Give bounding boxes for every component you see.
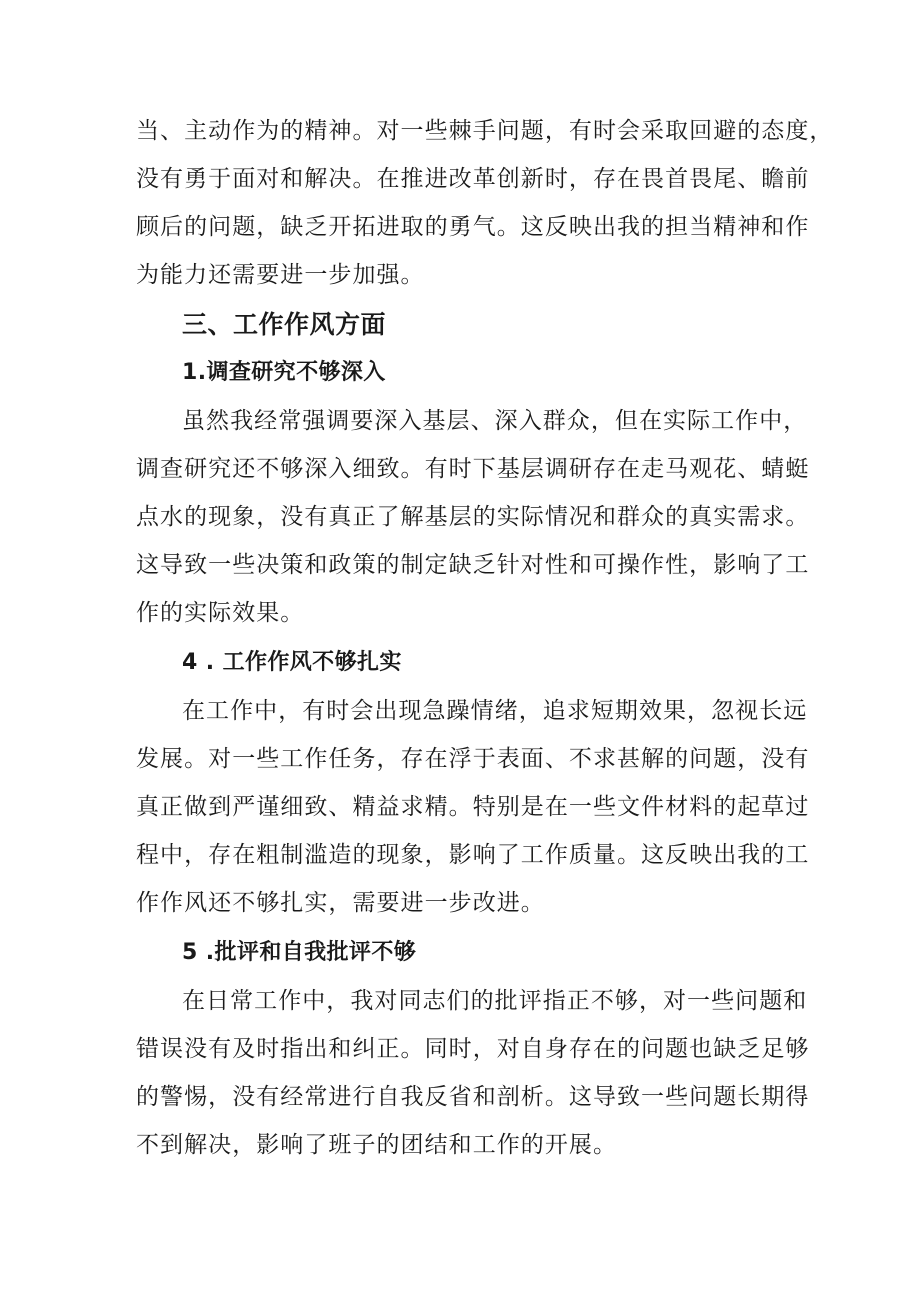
item-4-line-5: 作作风还不够扎实，需要进一步改进。 [136, 890, 545, 916]
section-3-title: 三、工作作风方面 [182, 310, 387, 339]
item-1-line-4: 这导致一些决策和政策的制定缺乏针对性和可操作性，影响了工 [136, 552, 810, 578]
para1-line-3: 顾后的问题，缺乏开拓进取的勇气。这反映出我的担当精神和作 [136, 214, 810, 240]
item-1-line-2: 调查研究还不够深入细致。有时下基层调研存在走马观花、蜻蜓 [136, 456, 810, 482]
item-1-heading: 1.调查研究不够深入 [182, 360, 386, 385]
item-5-line-1: 在日常工作中，我对同志们的批评指正不够，对一些问题和 [182, 988, 808, 1014]
item-1-line-1: 虽然我经常强调要深入基层、深入群众，但在实际工作中， [182, 408, 808, 434]
item-1-line-3: 点水的现象，没有真正了解基层的实际情况和群众的真实需求。 [136, 504, 810, 530]
item-4-line-2: 发展。对一些工作任务，存在浮于表面、不求甚解的问题，没有 [136, 746, 810, 772]
item-5-line-3: 的警惕，没有经常进行自我反省和剖析。这导致一些问题长期得 [136, 1084, 810, 1110]
item-4-line-1: 在工作中，有时会出现急躁情绪，追求短期效果，忽视长远 [182, 698, 808, 724]
item-4-line-4: 程中，存在粗制滥造的现象，影响了工作质量。这反映出我的工 [136, 842, 810, 868]
item-5-line-4: 不到解决，影响了班子的团结和工作的开展。 [136, 1132, 617, 1158]
para1-line-2: 没有勇于面对和解决。在推进改革创新时，存在畏首畏尾、瞻前 [136, 166, 810, 192]
para1-line-4: 为能力还需要进一步加强。 [136, 262, 425, 288]
item-4-line-3: 真正做到严谨细致、精益求精。特别是在一些文件材料的起草过 [136, 794, 810, 820]
item-4-heading: 4 . 工作作风不够扎实 [182, 650, 402, 675]
item-5-line-2: 错误没有及时指出和纠正。同时，对自身存在的问题也缺乏足够 [136, 1036, 810, 1062]
item-5-heading: 5 .批评和自我批评不够 [182, 940, 417, 965]
para1-line-1: 当、主动作为的精神。对一些棘手问题，有时会采取回避的态度， [136, 118, 834, 144]
item-1-line-5: 作的实际效果。 [136, 600, 305, 626]
